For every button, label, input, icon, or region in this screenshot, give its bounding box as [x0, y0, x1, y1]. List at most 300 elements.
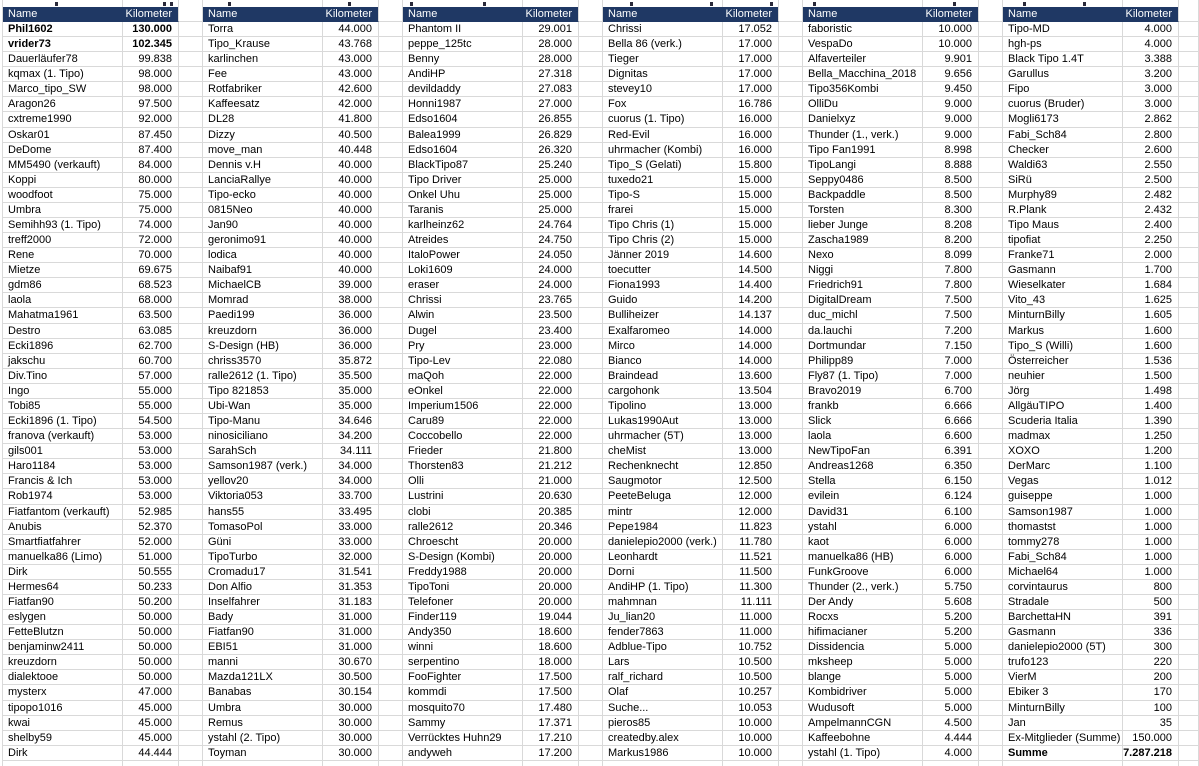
cell-name[interactable]: Oskar01	[3, 128, 123, 143]
cell-name[interactable]: DL28	[203, 112, 323, 127]
cell-kilometer[interactable]: 36.000	[323, 308, 379, 323]
cell-kilometer[interactable]: 6.600	[923, 429, 979, 444]
cell-name[interactable]: Exalfaromeo	[603, 324, 723, 339]
cell-name[interactable]: Caru89	[403, 414, 523, 429]
cell-name[interactable]: peppe_125tc	[403, 37, 523, 52]
cell-kilometer[interactable]: 6.000	[923, 520, 979, 535]
cell-kilometer[interactable]: 4.000	[1123, 37, 1179, 52]
cell-name[interactable]: Semihh93 (1. Tipo)	[3, 218, 123, 233]
cell-kilometer[interactable]: 2.000	[1123, 248, 1179, 263]
cell-kilometer[interactable]: 11.300	[723, 580, 779, 595]
cell-kilometer[interactable]: 1.100	[1123, 459, 1179, 474]
cell-kilometer[interactable]: 17.200	[523, 746, 579, 761]
cell-name[interactable]: kqmax (1. Tipo)	[3, 67, 123, 82]
cell-name[interactable]: Rocxs	[803, 610, 923, 625]
cell-kilometer[interactable]: 300	[1123, 640, 1179, 655]
cell-kilometer[interactable]: 55.000	[123, 399, 179, 414]
cell-kilometer[interactable]: 43.000	[323, 52, 379, 67]
cell-kilometer[interactable]: 336	[1123, 625, 1179, 640]
cell-kilometer[interactable]: 35	[1123, 716, 1179, 731]
cell-name[interactable]: FunkGroove	[803, 565, 923, 580]
cell-kilometer[interactable]: 7.150	[923, 339, 979, 354]
cell-name[interactable]: laola	[803, 429, 923, 444]
cell-name[interactable]: gdm86	[3, 278, 123, 293]
cell-name[interactable]: Anubis	[3, 520, 123, 535]
cell-name[interactable]: Red-Evil	[603, 128, 723, 143]
cell-name[interactable]: eslygen	[3, 610, 123, 625]
cell-name[interactable]: benjaminw2411	[3, 640, 123, 655]
cell-name[interactable]: Tieger	[603, 52, 723, 67]
cell-kilometer[interactable]: 5.000	[923, 655, 979, 670]
cell-kilometer[interactable]: 25.240	[523, 158, 579, 173]
cell-name[interactable]: mintr	[603, 505, 723, 520]
cell-kilometer[interactable]: 30.670	[323, 655, 379, 670]
cell-kilometer[interactable]: 500	[1123, 595, 1179, 610]
cell-kilometer[interactable]: 5.000	[923, 701, 979, 716]
cell-kilometer[interactable]: 40.448	[323, 143, 379, 158]
cell-name[interactable]: Viktoria053	[203, 489, 323, 504]
cell-name[interactable]: Dissidencia	[803, 640, 923, 655]
cell-name[interactable]: franova (verkauft)	[3, 429, 123, 444]
cell-kilometer[interactable]: 14.000	[723, 324, 779, 339]
cell-name[interactable]: Jörg	[1003, 384, 1123, 399]
cell-name[interactable]: Bravo2019	[803, 384, 923, 399]
header-kilometer[interactable]: Kilometer	[723, 7, 779, 22]
cell-name[interactable]: Andy350	[403, 625, 523, 640]
cell-kilometer[interactable]: 97.500	[123, 97, 179, 112]
cell-kilometer[interactable]: 10.752	[723, 640, 779, 655]
cell-kilometer[interactable]: 52.985	[123, 505, 179, 520]
cell-name[interactable]: AllgäuTIPO	[1003, 399, 1123, 414]
cell-name[interactable]: Bella_Macchina_2018	[803, 67, 923, 82]
cell-kilometer[interactable]: 35.000	[323, 399, 379, 414]
cell-name[interactable]: Bulliheizer	[603, 308, 723, 323]
cell-kilometer[interactable]: 43.000	[323, 67, 379, 82]
cell-name[interactable]: hifimacianer	[803, 625, 923, 640]
cell-name[interactable]: Haro1184	[3, 459, 123, 474]
cell-kilometer[interactable]: 11.500	[723, 565, 779, 580]
cell-kilometer[interactable]: 72.000	[123, 233, 179, 248]
cell-name[interactable]: FooFighter	[403, 670, 523, 685]
cell-name[interactable]: cuorus (1. Tipo)	[603, 112, 723, 127]
cell-kilometer[interactable]: 6.391	[923, 444, 979, 459]
cell-name[interactable]: eOnkel	[403, 384, 523, 399]
header-kilometer[interactable]: Kilometer	[1123, 7, 1179, 22]
cell-kilometer[interactable]: 7.287.218	[1123, 746, 1179, 761]
cell-kilometer[interactable]: 1.605	[1123, 308, 1179, 323]
cell-name[interactable]: Thunder (1., verk.)	[803, 128, 923, 143]
cell-name[interactable]: Tipo Chris (1)	[603, 218, 723, 233]
cell-name[interactable]: Momrad	[203, 293, 323, 308]
cell-kilometer[interactable]: 16.786	[723, 97, 779, 112]
cell-name[interactable]: Dirk	[3, 565, 123, 580]
cell-name[interactable]: Danielxyz	[803, 112, 923, 127]
cell-kilometer[interactable]: 3.200	[1123, 67, 1179, 82]
cell-kilometer[interactable]: 2.250	[1123, 233, 1179, 248]
cell-kilometer[interactable]: 8.300	[923, 203, 979, 218]
cell-kilometer[interactable]: 11.823	[723, 520, 779, 535]
cell-name[interactable]: Philipp89	[803, 354, 923, 369]
cell-kilometer[interactable]: 24.764	[523, 218, 579, 233]
cell-kilometer[interactable]: 20.000	[523, 580, 579, 595]
cell-kilometer[interactable]: 1.000	[1123, 489, 1179, 504]
cell-name[interactable]: dialektooe	[3, 670, 123, 685]
cell-name[interactable]: Imperium1506	[403, 399, 523, 414]
cell-kilometer[interactable]: 84.000	[123, 158, 179, 173]
cell-kilometer[interactable]: 27.318	[523, 67, 579, 82]
cell-kilometer[interactable]: 14.400	[723, 278, 779, 293]
cell-kilometer[interactable]: 30.154	[323, 685, 379, 700]
cell-name[interactable]: EBI51	[203, 640, 323, 655]
cell-kilometer[interactable]: 22.000	[523, 384, 579, 399]
cell-name[interactable]: Güni	[203, 535, 323, 550]
cell-name[interactable]: Balea1999	[403, 128, 523, 143]
cell-kilometer[interactable]: 10.000	[723, 716, 779, 731]
cell-name[interactable]: Adblue-Tipo	[603, 640, 723, 655]
cell-kilometer[interactable]: 24.000	[523, 263, 579, 278]
cell-name[interactable]: Honni1987	[403, 97, 523, 112]
cell-kilometer[interactable]: 33.700	[323, 489, 379, 504]
cell-kilometer[interactable]: 14.137	[723, 308, 779, 323]
cell-kilometer[interactable]: 50.000	[123, 655, 179, 670]
cell-kilometer[interactable]: 75.000	[123, 188, 179, 203]
cell-kilometer[interactable]: 68.000	[123, 293, 179, 308]
cell-kilometer[interactable]: 34.111	[323, 444, 379, 459]
cell-kilometer[interactable]: 15.000	[723, 188, 779, 203]
cell-kilometer[interactable]: 170	[1123, 685, 1179, 700]
cell-name[interactable]: Fiona1993	[603, 278, 723, 293]
cell-kilometer[interactable]: 36.000	[323, 324, 379, 339]
cell-name[interactable]: Koppi	[3, 173, 123, 188]
cell-kilometer[interactable]: 33.495	[323, 505, 379, 520]
cell-name[interactable]: Phil1602	[3, 22, 123, 37]
cell-name[interactable]: Vegas	[1003, 474, 1123, 489]
header-name[interactable]: Name	[3, 7, 123, 22]
cell-name[interactable]: Thunder (2., verk.)	[803, 580, 923, 595]
cell-name[interactable]: Atreides	[403, 233, 523, 248]
cell-name[interactable]: manuelka86 (Limo)	[3, 550, 123, 565]
cell-kilometer[interactable]: 8.888	[923, 158, 979, 173]
cell-name[interactable]: Checker	[1003, 143, 1123, 158]
cell-kilometer[interactable]: 800	[1123, 580, 1179, 595]
cell-kilometer[interactable]: 6.000	[923, 550, 979, 565]
cell-name[interactable]: DigitalDream	[803, 293, 923, 308]
cell-name[interactable]: andyweh	[403, 746, 523, 761]
cell-name[interactable]: da.lauchi	[803, 324, 923, 339]
cell-kilometer[interactable]: 7.500	[923, 308, 979, 323]
cell-kilometer[interactable]: 17.000	[723, 52, 779, 67]
cell-name[interactable]: karlinchen	[203, 52, 323, 67]
cell-name[interactable]: Dizzy	[203, 128, 323, 143]
cell-name[interactable]: stevey10	[603, 82, 723, 97]
cell-kilometer[interactable]: 53.000	[123, 429, 179, 444]
cell-kilometer[interactable]: 6.150	[923, 474, 979, 489]
cell-kilometer[interactable]: 50.233	[123, 580, 179, 595]
cell-name[interactable]: 0815Neo	[203, 203, 323, 218]
cell-name[interactable]: OlliDu	[803, 97, 923, 112]
cell-kilometer[interactable]: 42.600	[323, 82, 379, 97]
cell-kilometer[interactable]: 8.998	[923, 143, 979, 158]
cell-kilometer[interactable]: 63.085	[123, 324, 179, 339]
cell-name[interactable]: uhrmacher (Kombi)	[603, 143, 723, 158]
cell-name[interactable]: Cromadu17	[203, 565, 323, 580]
cell-kilometer[interactable]: 1.498	[1123, 384, 1179, 399]
cell-name[interactable]: Ju_lian20	[603, 610, 723, 625]
cell-name[interactable]: SarahSch	[203, 444, 323, 459]
cell-name[interactable]: neuhier	[1003, 369, 1123, 384]
cell-name[interactable]: TipoLangi	[803, 158, 923, 173]
cell-name[interactable]: mksheep	[803, 655, 923, 670]
cell-name[interactable]: FetteBlutzn	[3, 625, 123, 640]
cell-name[interactable]: treff2000	[3, 233, 123, 248]
cell-kilometer[interactable]: 1.000	[1123, 550, 1179, 565]
cell-kilometer[interactable]: 39.000	[323, 278, 379, 293]
cell-name[interactable]: Fiatfan90	[3, 595, 123, 610]
cell-kilometer[interactable]: 15.000	[723, 218, 779, 233]
cell-kilometer[interactable]: 11.521	[723, 550, 779, 565]
cell-kilometer[interactable]: 7.800	[923, 278, 979, 293]
cell-kilometer[interactable]: 10.000	[923, 37, 979, 52]
cell-name[interactable]: kommdi	[403, 685, 523, 700]
cell-name[interactable]: Tipo_S (Gelati)	[603, 158, 723, 173]
cell-kilometer[interactable]: 34.000	[323, 474, 379, 489]
cell-name[interactable]: DeDome	[3, 143, 123, 158]
cell-name[interactable]: Destro	[3, 324, 123, 339]
cell-name[interactable]: Gasmann	[1003, 625, 1123, 640]
cell-name[interactable]: eraser	[403, 278, 523, 293]
cell-kilometer[interactable]: 15.000	[723, 233, 779, 248]
cell-name[interactable]: Fipo	[1003, 82, 1123, 97]
cell-kilometer[interactable]: 28.000	[523, 37, 579, 52]
cell-name[interactable]: Tipo-ecko	[203, 188, 323, 203]
cell-kilometer[interactable]: 8.200	[923, 233, 979, 248]
cell-kilometer[interactable]: 2.500	[1123, 173, 1179, 188]
cell-name[interactable]: Umbra	[203, 701, 323, 716]
cell-name[interactable]: Stella	[803, 474, 923, 489]
cell-name[interactable]: Waldi63	[1003, 158, 1123, 173]
cell-kilometer[interactable]: 18.000	[523, 655, 579, 670]
cell-name[interactable]: Loki1609	[403, 263, 523, 278]
cell-name[interactable]: Smartfiatfahrer	[3, 535, 123, 550]
header-kilometer[interactable]: Kilometer	[323, 7, 379, 22]
cell-kilometer[interactable]: 98.000	[123, 82, 179, 97]
cell-name[interactable]: Chrissi	[403, 293, 523, 308]
cell-kilometer[interactable]: 44.444	[123, 746, 179, 761]
cell-name[interactable]: Torra	[203, 22, 323, 37]
cell-name[interactable]: Pepe1984	[603, 520, 723, 535]
cell-name[interactable]: ystahl (2. Tipo)	[203, 731, 323, 746]
cell-kilometer[interactable]: 12.000	[723, 489, 779, 504]
cell-kilometer[interactable]: 6.124	[923, 489, 979, 504]
cell-name[interactable]: shelby59	[3, 731, 123, 746]
cell-name[interactable]: Lukas1990Aut	[603, 414, 723, 429]
cell-name[interactable]: Garullus	[1003, 67, 1123, 82]
cell-kilometer[interactable]: 7.000	[923, 369, 979, 384]
cell-name[interactable]: lieber Junge	[803, 218, 923, 233]
cell-kilometer[interactable]: 50.000	[123, 610, 179, 625]
cell-kilometer[interactable]: 23.765	[523, 293, 579, 308]
cell-kilometer[interactable]: 10.257	[723, 685, 779, 700]
cell-kilometer[interactable]: 31.000	[323, 610, 379, 625]
cell-kilometer[interactable]: 40.000	[323, 233, 379, 248]
cell-name[interactable]: Mirco	[603, 339, 723, 354]
cell-kilometer[interactable]: 10.500	[723, 670, 779, 685]
cell-kilometer[interactable]: 200	[1123, 670, 1179, 685]
cell-kilometer[interactable]: 5.000	[923, 640, 979, 655]
cell-kilometer[interactable]: 130.000	[123, 22, 179, 37]
cell-kilometer[interactable]: 23.400	[523, 324, 579, 339]
cell-kilometer[interactable]: 54.500	[123, 414, 179, 429]
cell-name[interactable]: Kombidriver	[803, 685, 923, 700]
cell-name[interactable]: NewTipoFan	[803, 444, 923, 459]
cell-name[interactable]: TipoToni	[403, 580, 523, 595]
cell-name[interactable]: Torsten	[803, 203, 923, 218]
cell-kilometer[interactable]: 7.200	[923, 324, 979, 339]
cell-name[interactable]: Wieselkater	[1003, 278, 1123, 293]
cell-kilometer[interactable]: 31.183	[323, 595, 379, 610]
cell-name[interactable]: Fly87 (1. Tipo)	[803, 369, 923, 384]
cell-name[interactable]: Tipo Driver	[403, 173, 523, 188]
cell-kilometer[interactable]: 1.536	[1123, 354, 1179, 369]
cell-kilometer[interactable]: 13.000	[723, 399, 779, 414]
cell-name[interactable]: Scuderia Italia	[1003, 414, 1123, 429]
header-kilometer[interactable]: Kilometer	[123, 7, 179, 22]
cell-kilometer[interactable]: 22.080	[523, 354, 579, 369]
cell-kilometer[interactable]: 5.000	[923, 685, 979, 700]
cell-kilometer[interactable]: 13.000	[723, 429, 779, 444]
cell-name[interactable]: Mazda121LX	[203, 670, 323, 685]
cell-kilometer[interactable]: 53.000	[123, 474, 179, 489]
cell-name[interactable]: Francis & Ich	[3, 474, 123, 489]
cell-kilometer[interactable]: 9.000	[923, 97, 979, 112]
cell-kilometer[interactable]: 16.000	[723, 143, 779, 158]
cell-name[interactable]: Umbra	[3, 203, 123, 218]
cell-kilometer[interactable]: 4.000	[923, 746, 979, 761]
cell-kilometer[interactable]: 2.400	[1123, 218, 1179, 233]
cell-kilometer[interactable]: 24.750	[523, 233, 579, 248]
cell-kilometer[interactable]: 38.000	[323, 293, 379, 308]
cell-kilometer[interactable]: 68.523	[123, 278, 179, 293]
cell-kilometer[interactable]: 17.052	[723, 22, 779, 37]
cell-kilometer[interactable]: 34.200	[323, 429, 379, 444]
cell-name[interactable]: VierM	[1003, 670, 1123, 685]
cell-name[interactable]: woodfoot	[3, 188, 123, 203]
cell-name[interactable]: Bady	[203, 610, 323, 625]
cell-name[interactable]: Niggi	[803, 263, 923, 278]
cell-kilometer[interactable]: 87.400	[123, 143, 179, 158]
cell-name[interactable]: evilein	[803, 489, 923, 504]
cell-name[interactable]: R.Plank	[1003, 203, 1123, 218]
cell-name[interactable]: Markus1986	[603, 746, 723, 761]
cell-name[interactable]: Telefoner	[403, 595, 523, 610]
cell-kilometer[interactable]: 6.700	[923, 384, 979, 399]
cell-kilometer[interactable]: 14.000	[723, 354, 779, 369]
cell-kilometer[interactable]: 40.000	[323, 203, 379, 218]
cell-kilometer[interactable]: 2.550	[1123, 158, 1179, 173]
cell-name[interactable]: Michael64	[1003, 565, 1123, 580]
cell-name[interactable]: Benny	[403, 52, 523, 67]
cell-kilometer[interactable]: 42.000	[323, 97, 379, 112]
cell-name[interactable]: Tobi85	[3, 399, 123, 414]
cell-kilometer[interactable]: 50.200	[123, 595, 179, 610]
cell-kilometer[interactable]: 12.000	[723, 505, 779, 520]
cell-name[interactable]: Rotfabriker	[203, 82, 323, 97]
cell-kilometer[interactable]: 18.600	[523, 625, 579, 640]
cell-kilometer[interactable]: 40.500	[323, 128, 379, 143]
cell-name[interactable]: cheMist	[603, 444, 723, 459]
cell-kilometer[interactable]: 11.000	[723, 610, 779, 625]
cell-name[interactable]: hans55	[203, 505, 323, 520]
cell-name[interactable]: Seppy0486	[803, 173, 923, 188]
cell-kilometer[interactable]: 8.099	[923, 248, 979, 263]
cell-name[interactable]: danielepio2000 (verk.)	[603, 535, 723, 550]
cell-kilometer[interactable]: 40.000	[323, 263, 379, 278]
cell-kilometer[interactable]: 1.000	[1123, 565, 1179, 580]
cell-name[interactable]: kaot	[803, 535, 923, 550]
cell-name[interactable]: Frieder	[403, 444, 523, 459]
cell-name[interactable]: Tipo_Krause	[203, 37, 323, 52]
cell-name[interactable]: Wudusoft	[803, 701, 923, 716]
cell-kilometer[interactable]: 7.000	[923, 354, 979, 369]
cell-name[interactable]: Summe	[1003, 746, 1123, 761]
cell-name[interactable]: Phantom II	[403, 22, 523, 37]
cell-kilometer[interactable]: 50.000	[123, 640, 179, 655]
cell-name[interactable]: Tipo Fan1991	[803, 143, 923, 158]
cell-kilometer[interactable]: 28.000	[523, 52, 579, 67]
cell-name[interactable]: Edso1604	[403, 143, 523, 158]
cell-kilometer[interactable]: 6.000	[923, 535, 979, 550]
cell-name[interactable]: PeeteBeluga	[603, 489, 723, 504]
cell-name[interactable]: BlackTipo87	[403, 158, 523, 173]
cell-name[interactable]: Tipo-MD	[1003, 22, 1123, 37]
cell-kilometer[interactable]: 40.000	[323, 158, 379, 173]
cell-kilometer[interactable]: 53.000	[123, 444, 179, 459]
cell-name[interactable]: MinturnBilly	[1003, 701, 1123, 716]
cell-name[interactable]: devildaddy	[403, 82, 523, 97]
cell-name[interactable]: tipopo1016	[3, 701, 123, 716]
cell-kilometer[interactable]: 4.000	[1123, 22, 1179, 37]
cell-name[interactable]: Alwin	[403, 308, 523, 323]
cell-kilometer[interactable]: 44.000	[323, 22, 379, 37]
cell-kilometer[interactable]: 20.000	[523, 550, 579, 565]
cell-kilometer[interactable]: 9.000	[923, 128, 979, 143]
cell-name[interactable]: Rene	[3, 248, 123, 263]
cell-name[interactable]: mosquito70	[403, 701, 523, 716]
cell-name[interactable]: Braindead	[603, 369, 723, 384]
cell-kilometer[interactable]: 50.000	[123, 670, 179, 685]
cell-name[interactable]: Aragon26	[3, 97, 123, 112]
cell-name[interactable]: MichaelCB	[203, 278, 323, 293]
cell-name[interactable]: Slick	[803, 414, 923, 429]
cell-kilometer[interactable]: 10.000	[723, 731, 779, 746]
cell-name[interactable]: Andreas1268	[803, 459, 923, 474]
cell-kilometer[interactable]: 4.444	[923, 731, 979, 746]
cell-kilometer[interactable]: 31.000	[323, 640, 379, 655]
cell-kilometer[interactable]: 5.750	[923, 580, 979, 595]
cell-kilometer[interactable]: 20.630	[523, 489, 579, 504]
header-kilometer[interactable]: Kilometer	[923, 7, 979, 22]
cell-name[interactable]: Dirk	[3, 746, 123, 761]
cell-kilometer[interactable]: 2.862	[1123, 112, 1179, 127]
cell-name[interactable]: LanciaRallye	[203, 173, 323, 188]
cell-kilometer[interactable]: 62.700	[123, 339, 179, 354]
cell-kilometer[interactable]: 13.600	[723, 369, 779, 384]
cell-name[interactable]: Fabi_Sch84	[1003, 128, 1123, 143]
cell-name[interactable]: ninosiciliano	[203, 429, 323, 444]
cell-name[interactable]: Tipo Maus	[1003, 218, 1123, 233]
cell-name[interactable]: toecutter	[603, 263, 723, 278]
cell-name[interactable]: Fee	[203, 67, 323, 82]
